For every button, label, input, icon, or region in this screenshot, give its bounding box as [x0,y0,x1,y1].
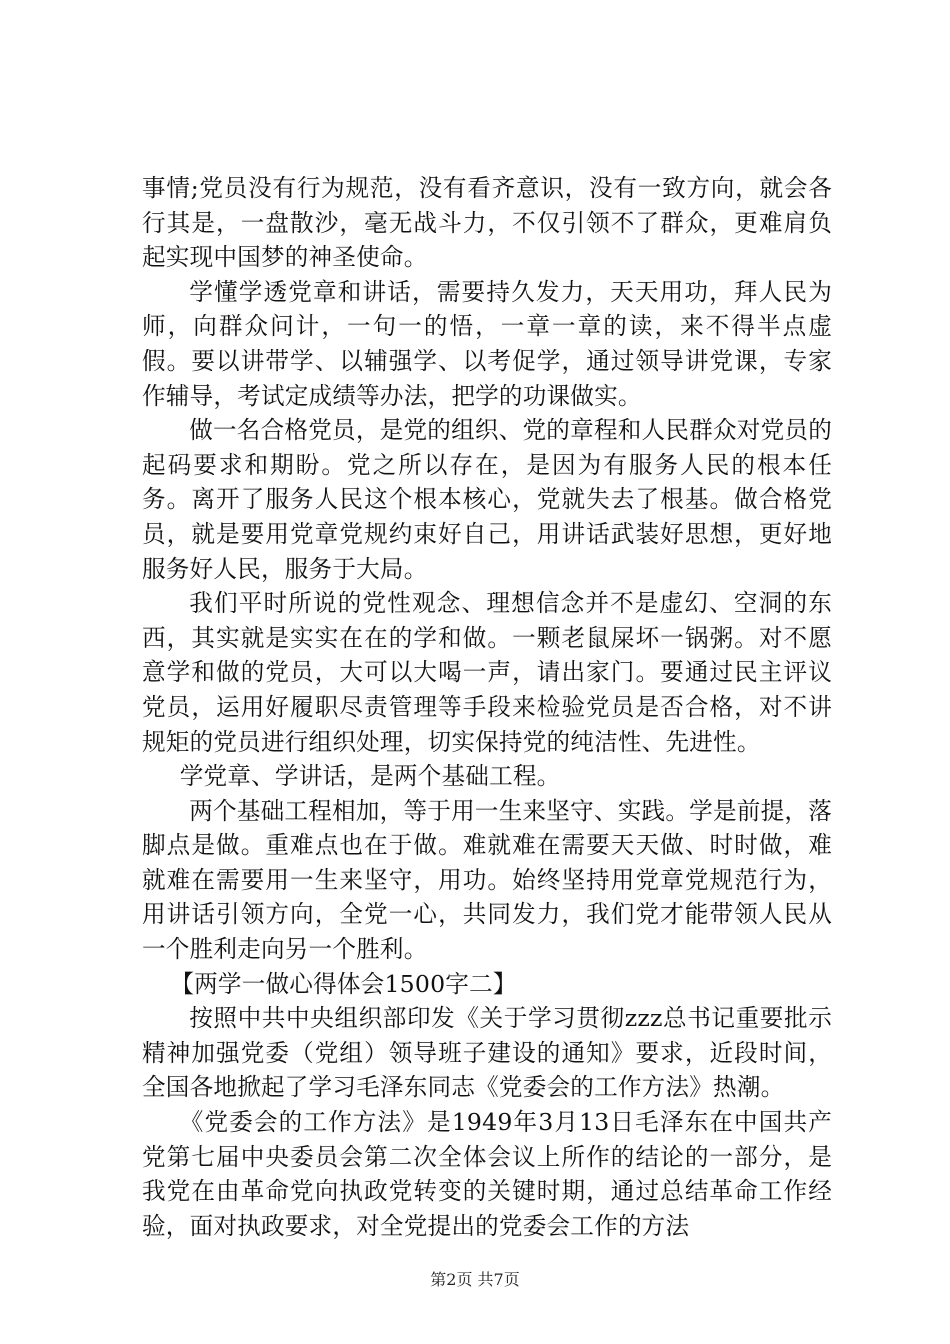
paragraph-working-methods: 《党委会的工作方法》是1949年3月13日毛泽东在中国共产党第七届中央委员会第二次全体会议上所作的结论的一部分，是我党在由革命党向执政党转变的关键时期，通过总结革命工作经验，面对执政要求，对全党提出的党委会工作的方法 [142,1108,832,1240]
section-heading: 【两学一做心得体会1500字二】 [170,969,517,998]
document-body [142,171,832,1243]
paragraph-notice: 按照中共中央组织部印发《关于学习贯彻zzz总书记重要批示精神加强党委（党组）领导班子建设的通知》要求，近段时间，全国各地掀起了学习毛泽东同志《党委会的工作方法》热潮。 [142,1004,832,1102]
paragraph-study-charter: 学懂学透党章和讲话，需要持久发力，天天用功，拜人民为师，向群众问计，一句一的悟，一章一章的读，来不得半点虚假。要以讲带学、以辅强学、以考促学，通过领导讲党课，专家作辅导，考试定成绩等办法，把学的功课做实。 [142,277,832,410]
page-footer: 第2页 共7页 [430,1270,520,1289]
paragraph-party-spirit: 我们平时所说的党性观念、理想信念并不是虚幻、空洞的东西，其实就是实实在在的学和做。一颗老鼠屎坏一锅粥。对不愿意学和做的党员，大可以大喝一声，请出家门。要通过民主评议党员，运用好履职尽责管理等手段来检验党员是否合格，对不讲规矩的党员进行组织处理，切实保持党的纯洁性、先进性。 [142,589,832,756]
paragraph-lifelong-practice: 两个基础工程相加，等于用一生来坚守、实践。学是前提，落脚点是做。重难点也在于做。难就难在需要天天做、时时做，难就难在需要用一生来坚守，用功。始终坚持用党章党规范行为，用讲话引领方向，全党一心，共同发力，我们党才能带领人民从一个胜利走向另一个胜利。 [142,796,832,964]
paragraph-continuation: 事情;党员没有行为规范，没有看齐意识，没有一致方向，就会各行其是，一盘散沙，毫无战斗力，不仅引领不了群众，更难肩负起实现中国梦的神圣使命。 [142,174,832,272]
paragraph-qualified-member: 做一名合格党员，是党的组织、党的章程和人民群众对党员的起码要求和期盼。党之所以存在，是因为有服务人民的根本任务。离开了服务人民这个根本核心，党就失去了根基。做合格党员，就是要用党章党规约束好自己，用讲话武装好思想，更好地服务好人民，服务于大局。 [142,416,832,583]
paragraph-two-foundations: 学党章、学讲话，是两个基础工程。 [179,762,561,791]
